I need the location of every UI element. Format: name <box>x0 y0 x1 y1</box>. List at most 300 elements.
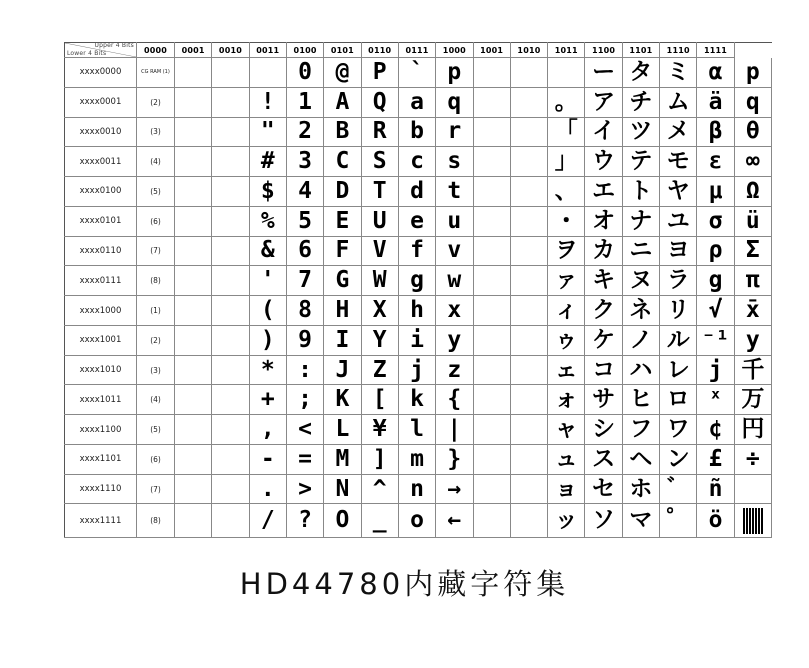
glyph-cell: r <box>436 117 473 147</box>
table-row <box>65 504 772 538</box>
cgram-label: (1) <box>137 296 175 326</box>
glyph-cell: ¥ <box>361 415 398 445</box>
glyph-cell <box>510 147 547 177</box>
glyph-cell <box>510 504 547 538</box>
lower-bits-label: Lower 4 Bits <box>67 50 107 57</box>
glyph-cell: W <box>361 266 398 296</box>
figure-caption: HD44780内藏字符集 <box>239 567 570 601</box>
row-label: xxxx0001 <box>65 87 137 117</box>
glyph-cell: π <box>734 266 771 296</box>
glyph-cell: : <box>286 355 323 385</box>
glyph-cell <box>473 58 510 88</box>
glyph-cell: V <box>361 236 398 266</box>
cgram-label: (5) <box>137 177 175 207</box>
glyph-cell: ソ <box>585 504 622 538</box>
glyph-cell: j <box>697 355 734 385</box>
corner-header <box>65 43 137 58</box>
glyph-cell <box>473 504 510 538</box>
glyph-cell: { <box>436 385 473 415</box>
glyph-cell: h <box>398 296 435 326</box>
glyph-cell: x <box>436 296 473 326</box>
glyph-cell: z <box>436 355 473 385</box>
cgram-label: (8) <box>137 266 175 296</box>
glyph-cell: フ <box>622 415 659 445</box>
glyph-cell: Z <box>361 355 398 385</box>
glyph-cell <box>473 355 510 385</box>
glyph-cell: - <box>249 444 286 474</box>
row-label: xxxx1110 <box>65 474 137 504</box>
glyph-cell <box>212 504 249 538</box>
glyph-cell <box>212 236 249 266</box>
glyph-cell: リ <box>660 296 697 326</box>
column-header-0001: 0001 <box>175 43 212 58</box>
table-row <box>65 147 772 177</box>
glyph-cell <box>473 325 510 355</box>
glyph-cell: ゜ <box>660 504 697 538</box>
glyph-cell <box>473 236 510 266</box>
glyph-cell: θ <box>734 117 771 147</box>
glyph-cell <box>175 206 212 236</box>
row-label: xxxx1111 <box>65 504 137 538</box>
glyph-cell <box>473 147 510 177</box>
glyph-cell <box>510 385 547 415</box>
glyph-cell: y <box>734 325 771 355</box>
cgram-label: (6) <box>137 206 175 236</box>
glyph-cell: u <box>436 206 473 236</box>
glyph-cell <box>212 296 249 326</box>
upper-bits-label: Upper 4 Bits <box>94 42 134 49</box>
column-header-0101: 0101 <box>324 43 361 58</box>
table-row <box>65 177 772 207</box>
glyph-cell: ' <box>249 266 286 296</box>
cgram-label: (5) <box>137 415 175 445</box>
glyph-cell <box>473 87 510 117</box>
glyph-cell: → <box>436 474 473 504</box>
cgram-label: (6) <box>137 444 175 474</box>
glyph-cell: コ <box>585 355 622 385</box>
glyph-cell <box>473 266 510 296</box>
solid-block-glyph <box>743 508 763 534</box>
glyph-cell: # <box>249 147 286 177</box>
glyph-cell <box>175 504 212 538</box>
glyph-cell: P <box>361 58 398 88</box>
row-label: xxxx0011 <box>65 147 137 177</box>
glyph-cell: ス <box>585 444 622 474</box>
glyph-cell: ? <box>286 504 323 538</box>
glyph-cell: m <box>398 444 435 474</box>
row-label: xxxx0110 <box>65 236 137 266</box>
column-header-1100: 1100 <box>585 43 622 58</box>
glyph-cell: / <box>249 504 286 538</box>
row-label: xxxx1001 <box>65 325 137 355</box>
glyph-cell: ⁻¹ <box>697 325 734 355</box>
glyph-cell: p <box>436 58 473 88</box>
glyph-cell: ォ <box>548 385 585 415</box>
glyph-cell: テ <box>622 147 659 177</box>
glyph-cell: ム <box>660 87 697 117</box>
glyph-cell: ˣ <box>697 385 734 415</box>
cgram-label: (4) <box>137 147 175 177</box>
row-label: xxxx0000 <box>65 58 137 88</box>
glyph-cell <box>473 474 510 504</box>
glyph-cell: a <box>398 87 435 117</box>
glyph-cell: & <box>249 236 286 266</box>
glyph-cell <box>212 266 249 296</box>
glyph-cell: ρ <box>697 236 734 266</box>
column-header-1011: 1011 <box>548 43 585 58</box>
glyph-cell: √ <box>697 296 734 326</box>
glyph-cell: 5 <box>286 206 323 236</box>
cgram-label: (2) <box>137 87 175 117</box>
cgram-label: CG RAM (1) <box>137 58 175 88</box>
glyph-cell: ユ <box>660 206 697 236</box>
glyph-cell: U <box>361 206 398 236</box>
glyph-cell: ( <box>249 296 286 326</box>
glyph-cell: < <box>286 415 323 445</box>
cgram-label: (7) <box>137 236 175 266</box>
glyph-cell: E <box>324 206 361 236</box>
glyph-cell: b <box>398 117 435 147</box>
row-label: xxxx1100 <box>65 415 137 445</box>
glyph-cell: o <box>398 504 435 538</box>
table-row <box>65 296 772 326</box>
glyph-cell <box>249 58 286 88</box>
glyph-cell: ゥ <box>548 325 585 355</box>
glyph-cell: レ <box>660 355 697 385</box>
glyph-cell: D <box>324 177 361 207</box>
glyph-cell: ` <box>398 58 435 88</box>
glyph-cell: N <box>324 474 361 504</box>
glyph-cell <box>212 325 249 355</box>
glyph-cell: ヤ <box>660 177 697 207</box>
cgram-label: (7) <box>137 474 175 504</box>
glyph-cell: | <box>436 415 473 445</box>
glyph-cell: K <box>324 385 361 415</box>
glyph-cell: ィ <box>548 296 585 326</box>
glyph-cell <box>510 58 547 88</box>
glyph-cell: . <box>249 474 286 504</box>
glyph-cell <box>510 266 547 296</box>
glyph-cell: + <box>249 385 286 415</box>
glyph-cell: カ <box>585 236 622 266</box>
glyph-cell <box>212 206 249 236</box>
glyph-cell: ÷ <box>734 444 771 474</box>
glyph-cell <box>175 385 212 415</box>
glyph-cell <box>175 236 212 266</box>
glyph-cell <box>212 117 249 147</box>
glyph-cell <box>510 117 547 147</box>
glyph-cell: , <box>249 415 286 445</box>
glyph-cell: e <box>398 206 435 236</box>
glyph-cell: l <box>398 415 435 445</box>
glyph-cell <box>548 58 585 88</box>
column-header-1111: 1111 <box>697 43 734 58</box>
glyph-cell: 8 <box>286 296 323 326</box>
cgram-label: (3) <box>137 355 175 385</box>
table-row <box>65 385 772 415</box>
glyph-cell <box>510 87 547 117</box>
glyph-cell <box>175 87 212 117</box>
glyph-cell: ロ <box>660 385 697 415</box>
column-header-0000: 0000 <box>137 43 175 58</box>
glyph-cell: 9 <box>286 325 323 355</box>
glyph-cell <box>510 236 547 266</box>
row-label: xxxx0010 <box>65 117 137 147</box>
glyph-cell: 1 <box>286 87 323 117</box>
glyph-cell: ^ <box>361 474 398 504</box>
row-label: xxxx0111 <box>65 266 137 296</box>
row-label: xxxx0100 <box>65 177 137 207</box>
glyph-cell <box>175 58 212 88</box>
glyph-cell <box>175 474 212 504</box>
glyph-cell: C <box>324 147 361 177</box>
glyph-cell: v <box>436 236 473 266</box>
glyph-cell: メ <box>660 117 697 147</box>
glyph-cell <box>473 177 510 207</box>
glyph-cell <box>510 206 547 236</box>
table-row <box>65 266 772 296</box>
glyph-cell: ラ <box>660 266 697 296</box>
glyph-cell: H <box>324 296 361 326</box>
column-header-0011: 0011 <box>249 43 286 58</box>
glyph-cell: 6 <box>286 236 323 266</box>
glyph-cell: ホ <box>622 474 659 504</box>
glyph-cell <box>473 117 510 147</box>
row-label: xxxx1010 <box>65 355 137 385</box>
glyph-cell <box>212 355 249 385</box>
glyph-cell: q <box>734 87 771 117</box>
glyph-cell: ヘ <box>622 444 659 474</box>
glyph-cell: 。 <box>548 87 585 117</box>
character-set-table <box>64 42 772 538</box>
glyph-cell: セ <box>585 474 622 504</box>
glyph-cell: 万 <box>734 385 771 415</box>
glyph-cell: ュ <box>548 444 585 474</box>
glyph-cell: オ <box>585 206 622 236</box>
glyph-cell: Y <box>361 325 398 355</box>
glyph-cell: シ <box>585 415 622 445</box>
glyph-cell: S <box>361 147 398 177</box>
glyph-cell: ン <box>660 444 697 474</box>
glyph-cell: = <box>286 444 323 474</box>
cgram-label: (8) <box>137 504 175 538</box>
glyph-cell: キ <box>585 266 622 296</box>
glyph-cell: β <box>697 117 734 147</box>
glyph-cell: ミ <box>660 58 697 88</box>
glyph-cell: ヌ <box>622 266 659 296</box>
glyph-cell: p <box>734 58 771 88</box>
glyph-cell: ト <box>622 177 659 207</box>
glyph-cell: ッ <box>548 504 585 538</box>
glyph-cell: $ <box>249 177 286 207</box>
glyph-cell: n <box>398 474 435 504</box>
column-header-0111: 0111 <box>398 43 435 58</box>
table-row <box>65 206 772 236</box>
glyph-cell: ¢ <box>697 415 734 445</box>
glyph-cell: 」 <box>548 147 585 177</box>
glyph-cell <box>175 117 212 147</box>
glyph-cell <box>473 444 510 474</box>
glyph-cell: ] <box>361 444 398 474</box>
glyph-cell: σ <box>697 206 734 236</box>
glyph-cell: > <box>286 474 323 504</box>
glyph-cell: J <box>324 355 361 385</box>
glyph-cell: ワ <box>660 415 697 445</box>
glyph-cell: ネ <box>622 296 659 326</box>
glyph-cell: c <box>398 147 435 177</box>
glyph-cell: R <box>361 117 398 147</box>
glyph-cell: ! <box>249 87 286 117</box>
row-label: xxxx0101 <box>65 206 137 236</box>
glyph-cell: 千 <box>734 355 771 385</box>
glyph-cell <box>175 325 212 355</box>
glyph-cell: モ <box>660 147 697 177</box>
glyph-cell: q <box>436 87 473 117</box>
glyph-cell: F <box>324 236 361 266</box>
glyph-cell: x̄ <box>734 296 771 326</box>
glyph-cell: % <box>249 206 286 236</box>
glyph-cell <box>734 474 771 504</box>
table-row <box>65 325 772 355</box>
glyph-cell <box>212 444 249 474</box>
table-row <box>65 355 772 385</box>
glyph-cell <box>212 415 249 445</box>
glyph-cell: T <box>361 177 398 207</box>
glyph-cell: ー <box>585 58 622 88</box>
glyph-cell: ァ <box>548 266 585 296</box>
glyph-cell: ハ <box>622 355 659 385</box>
glyph-cell: L <box>324 415 361 445</box>
glyph-cell: 2 <box>286 117 323 147</box>
glyph-cell: 円 <box>734 415 771 445</box>
glyph-cell: ニ <box>622 236 659 266</box>
glyph-cell <box>212 58 249 88</box>
glyph-cell <box>212 177 249 207</box>
glyph-cell: ε <box>697 147 734 177</box>
glyph-cell: @ <box>324 58 361 88</box>
glyph-cell: ゛ <box>660 474 697 504</box>
glyph-cell: j <box>398 355 435 385</box>
glyph-cell: t <box>436 177 473 207</box>
cgram-label: (4) <box>137 385 175 415</box>
glyph-cell: ü <box>734 206 771 236</box>
glyph-cell <box>473 296 510 326</box>
glyph-cell <box>175 444 212 474</box>
glyph-cell <box>175 177 212 207</box>
glyph-cell: イ <box>585 117 622 147</box>
glyph-cell: ェ <box>548 355 585 385</box>
column-header-1101: 1101 <box>622 43 659 58</box>
glyph-cell: サ <box>585 385 622 415</box>
glyph-cell: ウ <box>585 147 622 177</box>
glyph-cell: £ <box>697 444 734 474</box>
glyph-cell: ñ <box>697 474 734 504</box>
glyph-cell: g <box>697 266 734 296</box>
column-header-1001: 1001 <box>473 43 510 58</box>
glyph-cell <box>510 177 547 207</box>
glyph-cell: エ <box>585 177 622 207</box>
cgram-label: (2) <box>137 325 175 355</box>
glyph-cell: ∞ <box>734 147 771 177</box>
glyph-cell: ヒ <box>622 385 659 415</box>
glyph-cell <box>212 385 249 415</box>
glyph-cell <box>510 325 547 355</box>
glyph-cell <box>473 415 510 445</box>
glyph-cell: 「 <box>548 117 585 147</box>
glyph-cell: マ <box>622 504 659 538</box>
glyph-cell <box>175 355 212 385</box>
glyph-cell: O <box>324 504 361 538</box>
glyph-cell: X <box>361 296 398 326</box>
glyph-cell: _ <box>361 504 398 538</box>
row-label: xxxx1000 <box>65 296 137 326</box>
table-body <box>65 58 772 538</box>
glyph-cell: B <box>324 117 361 147</box>
glyph-cell: ヨ <box>660 236 697 266</box>
glyph-cell: ナ <box>622 206 659 236</box>
glyph-cell: d <box>398 177 435 207</box>
table-row <box>65 236 772 266</box>
glyph-cell: 3 <box>286 147 323 177</box>
glyph-cell: Q <box>361 87 398 117</box>
glyph-cell: * <box>249 355 286 385</box>
glyph-cell: f <box>398 236 435 266</box>
column-header-0010: 0010 <box>212 43 249 58</box>
glyph-cell: g <box>398 266 435 296</box>
column-header-1010: 1010 <box>510 43 547 58</box>
glyph-cell: μ <box>697 177 734 207</box>
column-header-1000: 1000 <box>436 43 473 58</box>
glyph-cell: ツ <box>622 117 659 147</box>
glyph-cell: ク <box>585 296 622 326</box>
glyph-cell: ) <box>249 325 286 355</box>
glyph-cell: ケ <box>585 325 622 355</box>
glyph-cell: k <box>398 385 435 415</box>
column-header-0110: 0110 <box>361 43 398 58</box>
glyph-cell: ア <box>585 87 622 117</box>
glyph-cell: ョ <box>548 474 585 504</box>
glyph-cell: " <box>249 117 286 147</box>
glyph-cell: ö <box>697 504 734 538</box>
glyph-cell: ル <box>660 325 697 355</box>
glyph-cell: w <box>436 266 473 296</box>
glyph-cell: 0 <box>286 58 323 88</box>
glyph-cell: ノ <box>622 325 659 355</box>
cgram-label: (3) <box>137 117 175 147</box>
glyph-cell <box>175 147 212 177</box>
row-label: xxxx1011 <box>65 385 137 415</box>
column-header-0100: 0100 <box>286 43 323 58</box>
table-row <box>65 474 772 504</box>
glyph-cell: チ <box>622 87 659 117</box>
glyph-cell <box>175 415 212 445</box>
glyph-cell <box>212 147 249 177</box>
glyph-cell <box>175 296 212 326</box>
column-header-1110: 1110 <box>660 43 697 58</box>
glyph-cell: Σ <box>734 236 771 266</box>
glyph-cell <box>510 415 547 445</box>
glyph-cell: A <box>324 87 361 117</box>
glyph-cell <box>473 385 510 415</box>
glyph-cell <box>734 504 771 538</box>
glyph-cell: 、 <box>548 177 585 207</box>
glyph-cell: y <box>436 325 473 355</box>
glyph-cell <box>510 296 547 326</box>
glyph-cell: タ <box>622 58 659 88</box>
glyph-cell: ・ <box>548 206 585 236</box>
table-row <box>65 58 772 88</box>
table-row <box>65 117 772 147</box>
